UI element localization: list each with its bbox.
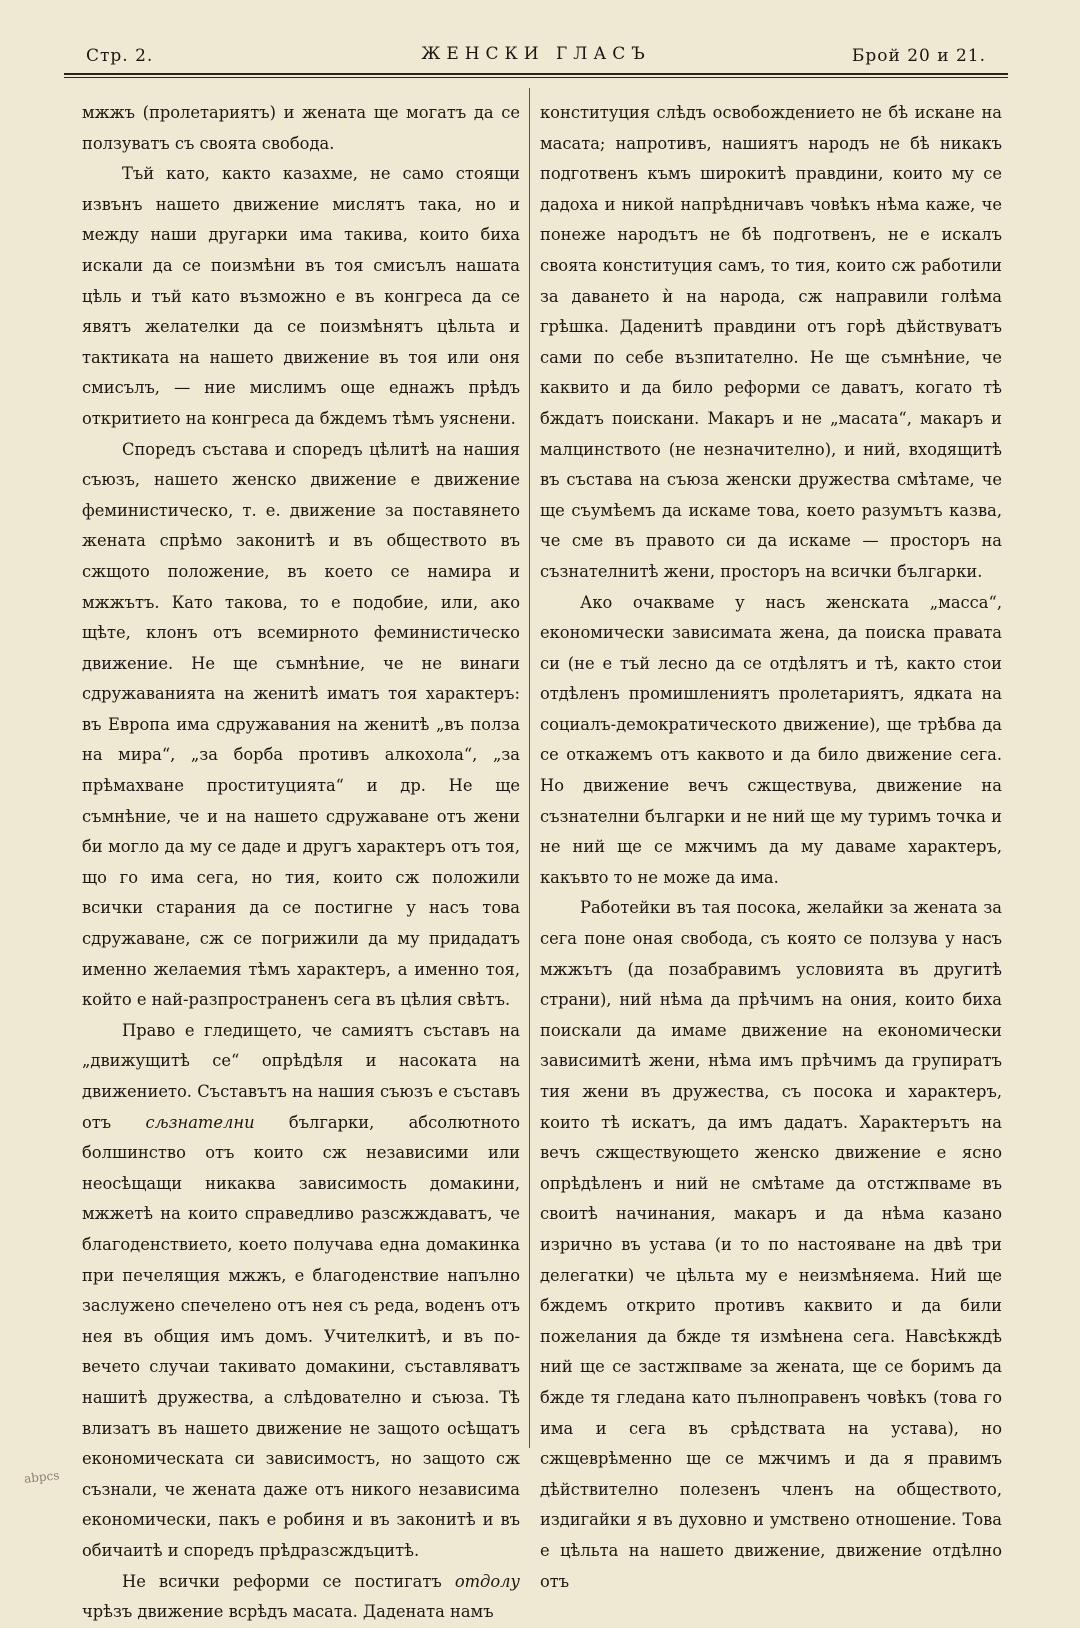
header-rule-thick	[64, 73, 1008, 75]
paragraph: Споредъ състава и споредъ цѣлитѣ на нашия съюзъ, нашето женско движение е движение феминистическо, т. е. движение за поставянето жената спрѣмо законитѣ и въ обществото въ сжщото положение, въ което се намира и мжжътъ. Като такова, то е подобие, или, ако щѣте, клонъ отъ всемирното феминистическо движение. Не ще съмнѣние, че не винаги сдружаванията на женитѣ иматъ тоя характеръ: въ Европа има сдружавания на женитѣ „въ полза на мира“, „за борба противъ алкохола“, „за прѣмахване проституцията“ и др. Не ще съмнѣние, че и на нашето сдружаване отъ жени би могло да му се даде и другъ характеръ отъ тоя, що го има сега, но тия, които сж положили всички старания да се постигне у насъ това сдружаване, сж се погрижили да му придадатъ именно желаемия тѣмъ характеръ, а именно тоя, който е най-разпространенъ сега въ цѣлия свѣтъ.	[82, 439, 520, 1010]
margin-handwriting: abpcs	[23, 1468, 61, 1486]
right-column	[540, 98, 1002, 1597]
paragraph: Работейки въ тая посока, желайки за жената за сега поне оная свобода, съ която се ползува у насъ мжжътъ (да позабравимъ условията въ другитѣ страни), ний нѣма да прѣчимъ на ония, които биха поискали да имаме движение на економически зависимитѣ жени, нѣма имъ прѣчимъ да групиратъ тия жени въ дружества, съ посока и характеръ, които тѣ искатъ, да имъ дадатъ. Характерътъ на вечъ сжществующето женско движение е ясно опрѣдѣленъ и ний не смѣтаме да отстжпваме въ своитѣ начинания, макаръ и да нѣма казано изрично въ устава (и то по настояване на двѣ три делегатки) че цѣльта му е неизмѣняема. Ний ще бждемъ открито противъ каквито и да били пожелания да бжде тя измѣнена сега. Навсѣкждѣ ний ще се застжпваме за жената, ще се боримъ да бжде тя гледана като пълноправенъ човѣкъ (това го има и сега въ срѣдствата на устава), но сжщеврѣменно ще се мжчимъ и да я правимъ дѣйствително полезенъ членъ на обществото, издигайки я въ духовно и умствено отношение. Това е цѣльта на нашето движение, движение отдѣлно отъ	[540, 898, 1002, 1591]
column-divider	[529, 88, 530, 1448]
text-run: българки, абсолютното болшинство отъ които сж независими или неосѣщащи никаква зависимость домакини, мжжетѣ на които справедливо разсжждаватъ, че благоденствието, което получава една домакинка при печелящия мжжъ, е благоденствие напълно заслужено спечелено отъ нея съ реда, воденъ отъ нея въ общия имъ домъ. Учителкитѣ, и въ по-вечето случаи такивато домакини, съставляватъ нашитѣ дружества, а слѣдователно и съюза. Тѣ влизатъ въ нашето движение не защото осѣщатъ економическата си зависимостъ, но защото сж съзнали, че жената даже отъ никого независима економически, пакъ е робиня и въ законитѣ и въ обичаитѣ и споредъ прѣдразсждъцитѣ.	[82, 1112, 521, 1560]
paragraph	[82, 1567, 520, 1628]
paragraph: конституция слѣдъ освобождението не бѣ искане на масата; напротивъ, нашиятъ народъ не бѣ никакъ подготвенъ къмъ широкитѣ правдини, които му се дадоха и никой напрѣдничавъ човѣкъ нѣма каже, че понеже народътъ не бѣ подготвенъ, не е искалъ своята конституция самъ, то тия, които сж работили за даването ѝ на народа, сж направили голѣма грѣшка. Даденитѣ правдини отъ горѣ дѣйствуватъ сами по себе възпитателно. Не ще съмнѣние, че каквито и да било реформи се даватъ, когато тѣ бждатъ поискани. Макаръ и не „масата“, макаръ и малцинството (не незначително), и ний, входящитѣ въ състава на съюза женски дружества смѣтаме, че ще съумѣемъ да искаме това, което разумътъ казва, че сме въ правото си да искаме — просторъ на съзнателнитѣ жени, просторъ на всички българки.	[540, 103, 1002, 581]
paragraph	[82, 1016, 520, 1567]
paragraph: Тъй като, както казахме, не само стоящи извънъ нашето движение мислятъ така, но и между наши другарки има такива, които биха искали да се поизмѣни въ тоя смисълъ нашата цѣль и тъй като възможно е въ конгреса да се явятъ желателки да се поизмѣнятъ цѣльта и тактиката на нашето движение въ тоя или оня смисълъ, — ние мислимъ още еднажъ прѣдъ откритието на конгреса да бждемъ тѣмъ уяснени.	[82, 164, 520, 428]
emphasis-text: отдолу	[454, 1571, 520, 1591]
left-column	[82, 98, 520, 1628]
paragraph: мжжъ (пролетариятъ) и жената ще могатъ да се ползуватъ съ своята свобода.	[82, 103, 520, 153]
text-run: Право е гледището, че самиятъ съставъ на „движущитѣ се“ опрѣдѣля и насоката на движението. Съставътъ на нашия съюзъ е съставъ отъ	[82, 1020, 520, 1132]
header-rule-thin	[64, 77, 1008, 78]
text-run: Не всички реформи се постигатъ	[122, 1571, 455, 1591]
text-run: чрѣзъ движение всрѣдъ масата. Дадената намъ	[82, 1602, 494, 1622]
paragraph: Ако очакваме у насъ женската „масса“, економически зависимата жена, да поиска правата си (не е тъй лесно да се отдѣлятъ и тѣ, както стои отдѣленъ промишлениятъ пролетариятъ, ядката на социалъ-демократическото движение), ще трѣбва да се откажемъ отъ каквото и да било движение сега. Но движение вечъ сжществува, движение на съзнателни българки и не ний ще му туримъ точка и не ний ще се мжчимъ да му даваме характеръ, какъвто то не може да има.	[540, 592, 1002, 887]
emphasis-text: сљзнателни	[145, 1112, 255, 1132]
page-header	[86, 46, 986, 72]
page-number: Стр. 2.	[86, 46, 154, 66]
newspaper-title: ЖЕНСКИ ГЛАСЪ	[421, 44, 651, 64]
issue-number: Брой 20 и 21.	[851, 46, 986, 66]
